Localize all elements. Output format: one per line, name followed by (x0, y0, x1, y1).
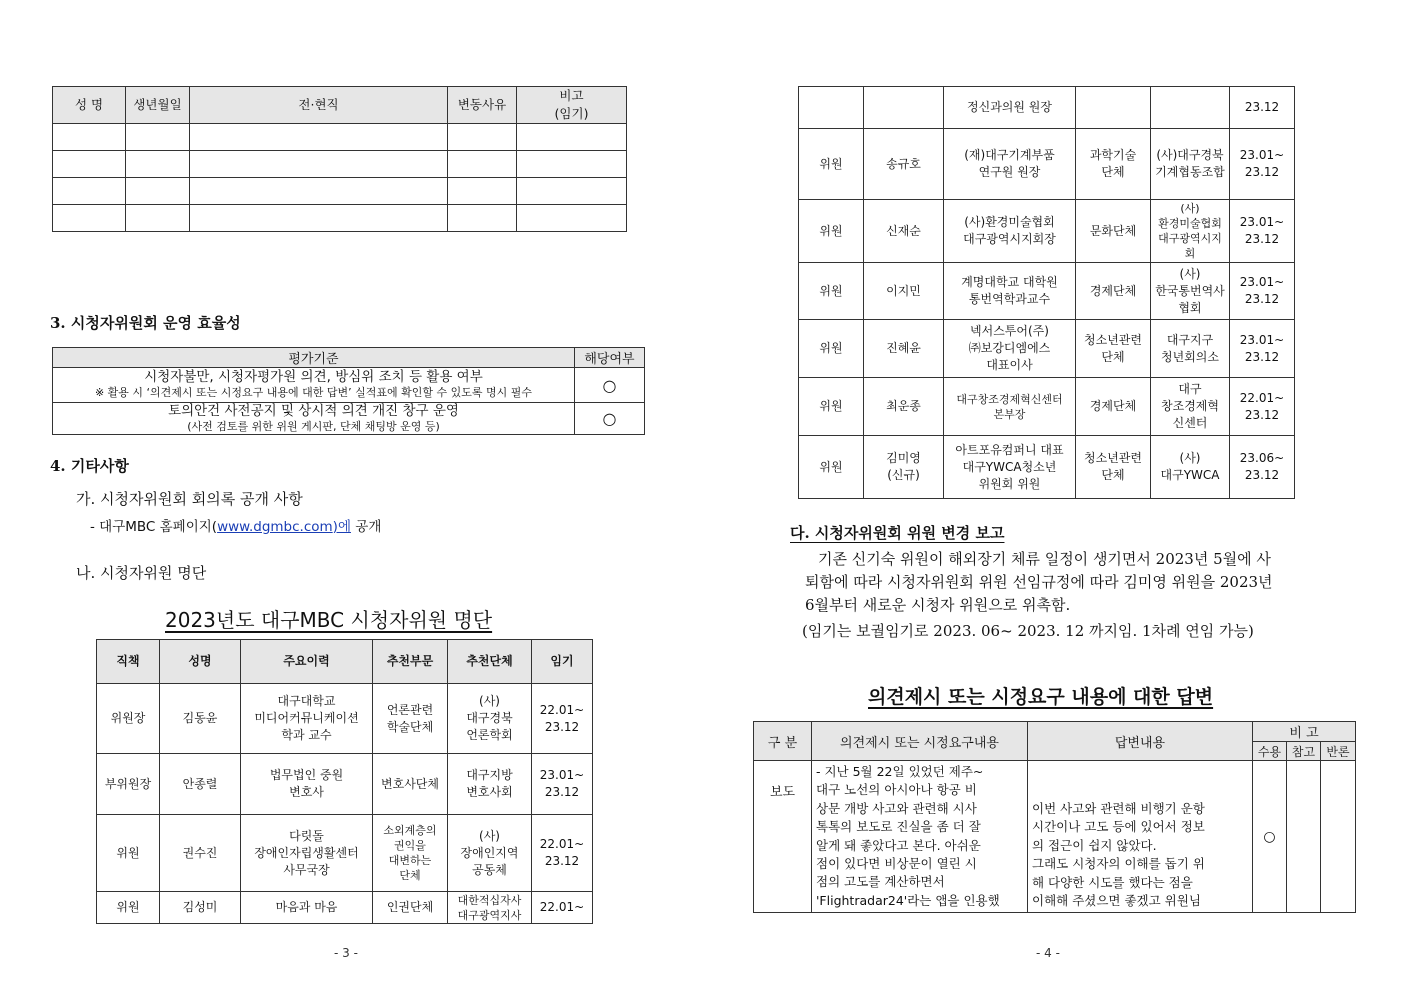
role: 위원장 (97, 684, 160, 754)
answer-line: 시간이나 고도 등에 있어서 정보 (1032, 819, 1205, 835)
header-note-term: 비고 (임기) (517, 87, 627, 124)
member-name: 김미영 (신규) (864, 436, 944, 499)
role: 위원 (97, 892, 160, 924)
table-row (799, 320, 1295, 378)
rec-org: (사)대구경북 기계협동조합 (1151, 129, 1230, 200)
request-line: 점의 고도를 계산하면서 (816, 874, 945, 890)
member-name: 이지민 (864, 263, 944, 320)
member-name: 진혜윤 (864, 320, 944, 378)
answer-line: 이해해 주셨으면 좋겠고 위원님 (1032, 893, 1201, 909)
header-role: 직책 (97, 640, 160, 684)
change-report-line-2: 퇴함에 따라 시청자위원회 위원 선임규정에 따라 김미영 위원을 2023년 (805, 573, 1273, 591)
rec-org: (사) 한국통번역사 협회 (1151, 263, 1230, 320)
rec-org: (사) 대구경북 언론학회 (448, 684, 532, 754)
term: 23.01~ 23.12 (1230, 129, 1295, 200)
table-row (799, 378, 1295, 436)
header-career: 주요이력 (241, 640, 373, 684)
header-request: 의견제시 또는 시정요구내용 (812, 722, 1028, 761)
role: 위원 (799, 378, 864, 436)
member-name: 김성미 (160, 892, 241, 924)
rec-org: 대구지방 변호사회 (448, 754, 532, 815)
request-cell (812, 761, 1028, 913)
request-line: 상문 개방 사고와 관련해 시사 (816, 800, 977, 816)
change-report-line-1: 기존 신기숙 위원이 해외장기 체류 일정이 생기면서 2023년 5월에 사 (818, 550, 1271, 568)
homepage-bullet (90, 515, 381, 535)
term: 23.01~ 23.12 (1230, 320, 1295, 378)
criteria-2-note: (사전 검토를 위한 위원 게시판, 단체 채팅방 운영 등) (187, 419, 440, 433)
table-row (799, 200, 1295, 263)
rec-field: 소외계층의 권익을 대변하는 단체 (373, 815, 448, 892)
rec-org: (사) 장애인지역 공동체 (448, 815, 532, 892)
table-row (53, 151, 627, 178)
table-row (799, 87, 1295, 129)
category-cell: 보도 (754, 761, 812, 913)
role: 위원 (799, 200, 864, 263)
request-line: 점이 있다면 비상문이 열린 시 (816, 856, 977, 872)
term: 23.01~ 23.12 (1230, 200, 1295, 263)
term: 22.01~ 23.12 (532, 815, 593, 892)
role: 위원 (97, 815, 160, 892)
roster-table-continued (798, 86, 1295, 499)
bullet-mid: )에 (332, 519, 351, 535)
header-position: 전·현직 (190, 87, 448, 124)
request-line: 알게 돼 좋았다고 본다. 아쉬운 (816, 837, 981, 853)
term: 23.06~ 23.12 (1230, 436, 1295, 499)
request-line: 대구 노선의 아시아나 항공 비 (816, 782, 977, 798)
accept-mark: ○ (1253, 761, 1287, 913)
header-answer: 답변내용 (1028, 722, 1253, 761)
answer-table (753, 721, 1356, 913)
header-remarks: 비 고 (1253, 722, 1356, 742)
role: 부위원장 (97, 754, 160, 815)
table-row (53, 403, 645, 435)
header-criteria: 평가기준 (53, 348, 575, 368)
roster-title: 2023년도 대구MBC 시청자위원 명단 (165, 608, 493, 632)
rec-field: 인권단체 (373, 892, 448, 924)
member-name: 신재순 (864, 200, 944, 263)
table-row (53, 124, 627, 151)
efficiency-table (52, 347, 645, 435)
career: 정신과의원 원장 (944, 87, 1076, 129)
member-name: 김동윤 (160, 684, 241, 754)
term: 23.12 (1230, 87, 1295, 129)
table-row (97, 815, 593, 892)
reference-mark (1287, 761, 1321, 913)
rec-org: 대구 창조경제혁 신센터 (1151, 378, 1230, 436)
change-report-line-3: 6월부터 새로운 시청자 위원으로 위촉함. (805, 596, 1071, 614)
rec-org (1151, 87, 1230, 129)
term: 22.01~ 23.12 (532, 684, 593, 754)
member-name: 권수진 (160, 815, 241, 892)
header-reference: 참고 (1287, 742, 1321, 761)
roster-table (96, 639, 593, 924)
rec-org: (사) 환경미술협회 대구광역시지회 (1151, 200, 1230, 263)
answer-line: 그래도 시청자의 이해를 돕기 위 (1032, 856, 1205, 872)
table-row (799, 129, 1295, 200)
header-rebuttal: 반론 (1321, 742, 1356, 761)
career: 대구대학교 미디어커뮤니케이션 학과 교수 (241, 684, 373, 754)
rec-org: 대구지구 청년회의소 (1151, 320, 1230, 378)
member-name (864, 87, 944, 129)
rec-org: 대한적십자사 대구광역지사 (448, 892, 532, 924)
criteria-1-mark: ○ (575, 368, 645, 403)
section-3-heading: 3. 시청자위원회 운영 효율성 (50, 314, 241, 332)
career: 아트포유컴퍼니 대표 대구YWCA청소년 위원회 위원 (944, 436, 1076, 499)
request-line: 톡톡의 보도로 진실을 좀 더 잘 (816, 819, 981, 835)
section-4-heading: 4. 기타사항 (50, 457, 129, 475)
rec-org: (사) 대구YWCA (1151, 436, 1230, 499)
member-name: 송규호 (864, 129, 944, 200)
rebuttal-mark (1321, 761, 1356, 913)
criteria-1-text: 시청자불만, 시청자평가원 의견, 방심위 조치 등 활용 여부 (144, 369, 483, 385)
header-birthdate: 생년월일 (126, 87, 190, 124)
answer-line: 해 다양한 시도를 했다는 점을 (1032, 874, 1193, 890)
table-row (97, 892, 593, 924)
term: 22.01~ 23.12 (1230, 378, 1295, 436)
table-row (53, 178, 627, 205)
header-change-reason: 변동사유 (448, 87, 517, 124)
homepage-link[interactable]: www.dgmbc.com (217, 519, 333, 535)
career: (재)대구기계부품 연구원 원장 (944, 129, 1076, 200)
table-row (799, 263, 1295, 320)
header-applicable: 해당여부 (575, 348, 645, 368)
header-member-name: 성명 (160, 640, 241, 684)
bullet-suffix: 공개 (350, 519, 382, 535)
career: 대구창조경제혁신센터 본부장 (944, 378, 1076, 436)
table-row (53, 205, 627, 232)
career: (사)환경미술협회 대구광역시지회장 (944, 200, 1076, 263)
role: 위원 (799, 320, 864, 378)
table-row (97, 754, 593, 815)
bullet-prefix: - 대구MBC 홈페이지( (90, 519, 218, 535)
rec-field: 언론관련 학술단체 (373, 684, 448, 754)
rec-field: 과학기술 단체 (1076, 129, 1151, 200)
rec-field: 청소년관련 단체 (1076, 436, 1151, 499)
table-row (754, 761, 1356, 913)
career: 다릿돌 장애인자립생활센터 사무국장 (241, 815, 373, 892)
header-rec-field: 추천부문 (373, 640, 448, 684)
role (799, 87, 864, 129)
page-number-left: - 3 - (334, 946, 358, 960)
section-da-heading: 다. 시청자위원회 위원 변경 보고 (790, 524, 1005, 542)
career: 마음과 마음 (241, 892, 373, 924)
rec-field (1076, 87, 1151, 129)
rec-field: 변호사단체 (373, 754, 448, 815)
criteria-2-text: 토의안건 사전공지 및 상시적 의견 개진 창구 운영 (168, 402, 459, 419)
request-line: 'Flightradar24'라는 앱을 인용했 (816, 892, 1000, 908)
term: 23.01~ 23.12 (1230, 263, 1295, 320)
criteria-2-mark: ○ (575, 403, 645, 435)
answer-line: 의 접근이 쉽지 않았다. (1032, 837, 1157, 853)
item-a-text: 가. 시청자위원회 회의록 공개 사항 (76, 490, 303, 508)
role: 위원 (799, 436, 864, 499)
answer-title: 의견제시 또는 시정요구 내용에 대한 답변 (868, 686, 1214, 708)
header-name: 성 명 (53, 87, 126, 124)
request-line: - 지난 5월 22일 있었던 제주~ (816, 764, 984, 779)
career: 계명대학교 대학원 통번역학과교수 (944, 263, 1076, 320)
page-number-right: - 4 - (1036, 946, 1060, 960)
term: 23.01~ 23.12 (532, 754, 593, 815)
answer-line: 이번 사고와 관련해 비행기 운항 (1032, 801, 1205, 816)
criteria-1-note: ※ 활용 시 ‘의견제시 또는 시정요구 내용에 대한 답변’ 실적표에 확인할 수 있도록 명시 필수 (94, 386, 533, 399)
member-name: 최운종 (864, 378, 944, 436)
header-category: 구 분 (754, 722, 812, 761)
role: 위원 (799, 263, 864, 320)
member-change-table (52, 86, 627, 232)
rec-field: 경제단체 (1076, 263, 1151, 320)
term-note: (임기는 보궐임기로 2023. 06~ 2023. 12 까지임. 1차례 연임 가능) (802, 622, 1254, 640)
rec-field: 경제단체 (1076, 378, 1151, 436)
role: 위원 (799, 129, 864, 200)
rec-field: 문화단체 (1076, 200, 1151, 263)
table-row (53, 368, 645, 403)
header-accept: 수용 (1253, 742, 1287, 761)
rec-field: 청소년관련 단체 (1076, 320, 1151, 378)
table-row (799, 436, 1295, 499)
answer-cell (1028, 761, 1253, 913)
career: 넥서스투어(주) ㈜보강디엠에스 대표이사 (944, 320, 1076, 378)
table-row (97, 684, 593, 754)
item-b-text: 나. 시청자위원 명단 (76, 564, 207, 582)
career: 법무법인 중원 변호사 (241, 754, 373, 815)
header-term: 임기 (532, 640, 593, 684)
header-rec-org: 추천단체 (448, 640, 532, 684)
member-name: 안종렬 (160, 754, 241, 815)
term: 22.01~ (532, 892, 593, 924)
